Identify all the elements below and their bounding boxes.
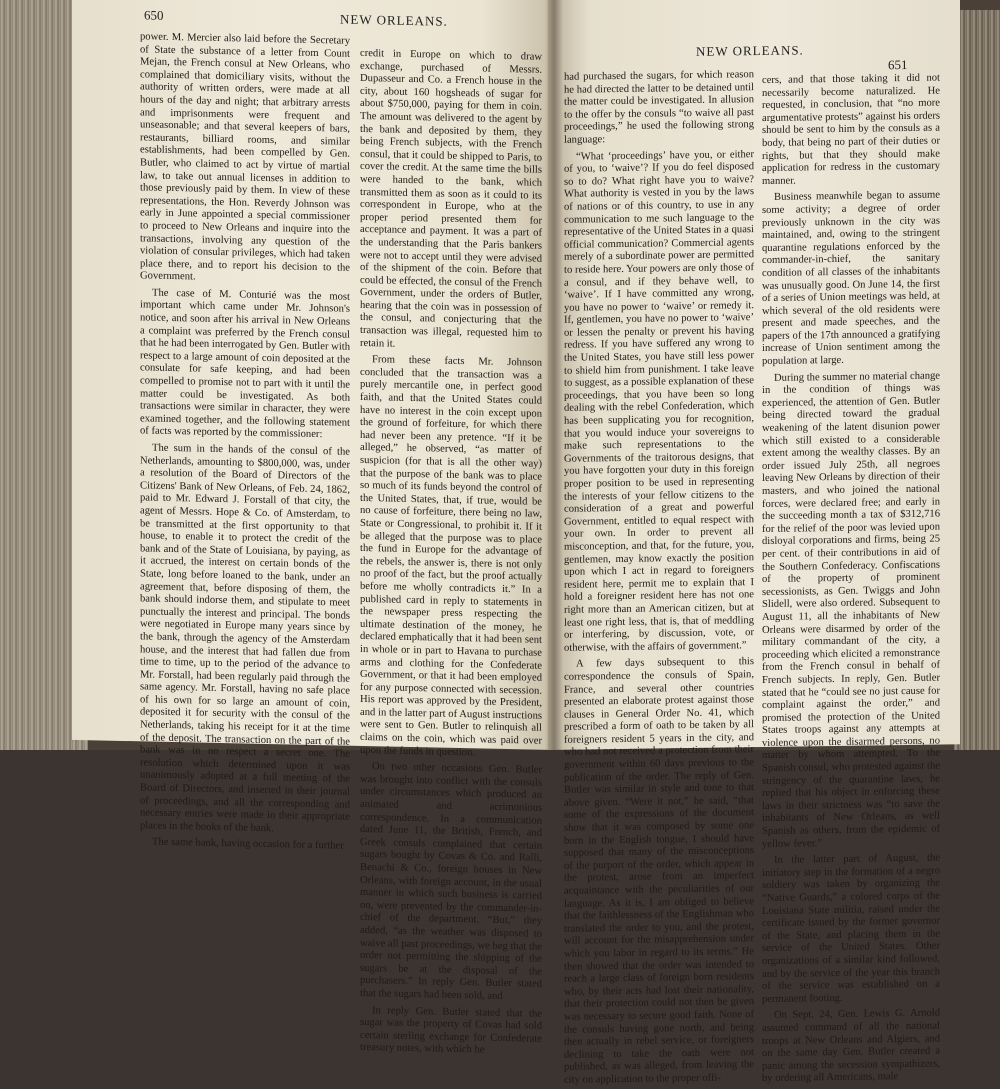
running-head-right: NEW ORLEANS. (696, 42, 804, 59)
left-page-column-2 (360, 47, 542, 1056)
paragraph: cers, and that those taking it did not necessarily become naturalized. He requested, in conclusion, that “no more argumentative protests” against his orders should be sent to him by the consuls as a body, that being no part of their duties or rights, but that they should make application for redress in the customary manner. (762, 72, 940, 187)
right-page-column-2 (762, 72, 940, 1085)
right-page-edges (954, 10, 1000, 750)
paragraph: credit in Europe on which to draw exchange, purchased of Messrs. Dupasseur and Co. a French house in the city, about 160 hogsheads of sugar for about $750,000, paying for them in coin. The amount was delivered to the agent by the bank and deposited by them, they being French subjects, with the French consul, that it could be shipped to Paris, to cover the credit. At the same time the bills were handed to the bank, which transmitted them as soon as it could to its correspondent in Europe, who at the proper period presented them for acceptance and payment. It was a part of the understanding that the Paris bankers were not to accept until they were advised of the shipment of the coin. Before that could be effected, the consul of the French Government, under the orders of Butler, hearing that the coin was in possession of the consul, and conjecturing that the transaction was illegal, requested him to retain it. (360, 47, 542, 350)
paragraph: The same bank, having occasion for a further (152, 836, 344, 853)
paragraph: From these facts Mr. Johnson concluded that the transaction was a purely mercantile one, in perfect good faith, and that the United States could have no interest in the coin except upon the ground of forfeiture, for which there had never been any pretence. “If it be alleged,” he observed, “as matter of suspicion (for that is all the other way) that the purpose of the bank was to place so much of its funds beyond the control of the United States, that, if true, would be no cause of forfeiture, there being no law, State or Congressional, to prohibit it. If it be alleged that the purpose was to place the fund in Europe for the advantage of the rebels, the answer is, there is not only no proof of the fact, but the proof actually before me wholly contradicts it.” In a published card in reply to statements in the newspaper press respecting the ultimate destination of the money, he declared emphatically that it had been sent in whole or in part to Havana to purchase arms and clothing for the Confederate Government, or that it had been employed for any purpose connected with secession. His report was approved by the President, and in the latter part of August instructions were sent to Gen. Butler to relinquish all claims on the coin, which was paid over upon the funds in question. (360, 354, 542, 759)
paragraph: had purchased the sugars, for which reason he had directed the latter to be detained until the matter could be investigated. In allusion to the offer by the consuls “to waive all past proceedings,” he used the following strong language: (564, 69, 754, 146)
paragraph: The sum in the hands of the consul of the Netherlands, amounting to $800,000, was, under a resolution of the Board of Directors of the Citizens' Bank of New Orleans, of Feb. 24, 1862, paid to Mr. Edward J. Forstall of that city, the agent of Messrs. Hope & Co. of Amsterdam, to be transmitted at the first opportunity to that house, to enable it to protect the credit of the bank and of the State of Louisiana, by paying, as it accrued, the interest on certain bonds of the State, long before loaned to the bank, under an agreement that, before disposing of them, the bank should indorse them, and stipulate to meet punctually the interest and principal. The bonds were negotiated in Europe many years since by the bank, through the agency of the Amsterdam house, and the interest that had fallen due from time to time, up to the period of the advance to Mr. Forstall, had been regularly paid through the same agency. Mr. Forstall, having no safe place of his own for so large an amount of coin, deposited it for security with the consul of the Netherlands, taking his receipt for it at the time of the deposit. The transaction on the part of the bank was in no respect a secret one. The resolution which determined upon it was unanimously adopted at a full meeting of the Board of Directors, and inserted in their journal of proceedings, and all the corresponding and necessary entries were made in their appropriate places in the books of the bank. (140, 442, 350, 834)
paragraph: In reply Gen. Butler stated that the sugar was the property of Covas had sold certain sterling exchange for Confederate treasury notes, with which he (360, 1004, 542, 1056)
paragraph: During the summer no material change in the condition of things was experienced, the attention of Gen. Butler being directed toward the gradual weakening of the latent disunion power which still existed to a considerable extent among the wealthy classes. By an order issued July 25th, all negroes leaving New Orleans by direction of their masters, and who joined the national forces, were declared free; and early in the succeeding month a tax of $312,716 for the relief of the poor was levied upon disloyal corporations and firms, being 25 per cent. of their contributions in aid of the Southern Confederacy. Confiscations of the property of prominent secessionists, as Gen. Twiggs and John Slidell, were also ordered. Subsequent to August 11, all the inhabitants of New Orleans were disarmed by order of the military commandant of the city, a proceeding which elicited a remonstrance from the French consul in behalf of French subjects. In reply, Gen. Butler stated that he “could see no just cause for complaint against the order,” and promised the protection of the United States troops against any attempts at violence upon the disarmed persons, no matter by whom attempted. To the Spanish consul, who protested against the stringency of the quarantine laws, he replied that his object in enforcing these laws in their strictness was “to save the inhabitants of New Orleans, as well Spanish as others, from the epidemic of yellow fever.” (762, 370, 940, 850)
paragraph: In the latter part of August, the initiatory step in the formation of a negro soldiery was taken by organizing the “Native Guards,” a colored corps of the Louisiana State militia, raised under the certificate issued by the former governor of the State, and placing them in the service of the United States. Other organizations of a similar kind followed, and by the service of the year this branch of the service was established on a permanent footing. (762, 852, 940, 1005)
paragraph: The case of M. Conturié was the most important which came under Mr. Johnson's notice, and soon after his arrival in New Orleans a complaint was preferred by the French consul that he had been interrogated by Gen. Butler with respect to a large amount of coin deposited at the consulate for safe keeping, and had been compelled to promise not to part with it until the matter could be investigated. As both transactions were similar in character, they were examined together, and the following statement of facts was reported by the commissioner: (140, 287, 350, 441)
right-page (548, 0, 960, 1086)
paragraph: “What ‘proceedings’ have you, or either of you, to ‘waive’? If you do feel disposed so to do? What right have you to waive? What authority is vested in you by the laws of nations or of this country, to use in any communication to me such language to the representative of the United States in a quasi official communication? Commercial agents merely of a subordinate power are permitted to reside here. Your powers are only those of a consul, and if they behave well, to ‘waive’. If I have committed any wrong, you have no power to ‘waive’ or remedy it. If, gentlemen, you have no power to ‘waive’ or lessen the penalty or prevent his having redress. If you have suffered any wrong to the United States, you have still less power to shield him from punishment. I take leave to suggest, as a possible explanation of these proceedings, that you have been so long dealing with the rebel Confederation, which has been supplicating you for recognition, that you would induce your sovereigns to make such representations to the Governments of the traitorous designs, that you have forgotten your duty in this foreign proper position to be used in representing the interests of your fellow citizens to the consideration of a great and powerful Government, entitled to equal respect with your own. In order to prevent all misconception, and that, for the future, you, gentlemen, may know exactly the position upon which I act in regard to foreigners resident here, permit me to explain that I hold a foreigner resident here has not one right more than an American citizen, but at least one right less, that is, that of meddling or interfering, by discussion, vote, or otherwise, with the affairs of government.” (564, 148, 754, 654)
left-page (72, 0, 554, 1056)
paragraph: On two other occasions Gen. Butler was brought into conflict with the consuls under circumstances which produced an animated and acrimonious correspondence. In a communication dated June 11, the British, French, and Greek consuls complained that certain sugars bought by Covas & Co. and Ralli, Benachi & Co., foreign houses in New Orleans, with foreign account, in the usual manner in which such business is carried on, were prevented by the commander-in-chief of the department. “But,” they added, “as the weather was disposed to waive all past proceedings, we beg that the order not permitting the shipping of the sugars be at the disposal of the purchasers.” In reply Gen. Butler stated that the sugars had been sold, and (360, 761, 542, 1002)
running-head-left: NEW ORLEANS. (340, 11, 448, 29)
paragraph: power. M. Mercier also laid before the Secretary of State the substance of a letter from Count Mejan, the French consul at New Orleans, who complained that domiciliary visits, without the authority of written orders, were made at all hours of the day and night; that arbitrary arrests and imprisonments were frequent and unseasonable; and that several keepers of bars, restaurants, billiard rooms, and similar establishments, had been compelled by Gen. Butler, who claimed to act by virtue of martial law, to take out annual licenses in addition to those previously paid by them. In view of these representations, the Hon. Reverdy Johnson was early in June appointed a special commissioner to proceed to New Orleans and inquire into the transactions, involving any question of the violation of consular privileges, which had taken place there, and to report his decision to the Government. (140, 31, 350, 283)
left-page-column-1 (140, 31, 350, 853)
paragraph: On Sept. 24, Gen. Lewis G. Arnold assumed command of all the national troops at New Orleans and Algiers, and on the same day Gen. Butler created a panic among the secession sympathizers, by ordering all Americans, male (762, 1007, 940, 1085)
page-number-left: 650 (144, 7, 164, 23)
book-gutter-shadow (545, 0, 563, 750)
paragraph: Business meanwhile began to assume some activity; a degree of order previously unknown in the city was maintained, and, owing to the stringent quarantine regulations enforced by the commander-in-chief, the sanitary condition of all classes of the inhabitants was unusually good. On June 14, the first of a series of Union meetings was held, at which several of the old residents were present and made speeches, and the papers of the 17th announced a gratifying increase of Union sentiment among the population at large. (762, 189, 940, 368)
right-page-column-1 (564, 69, 754, 1086)
page-number-right: 651 (888, 56, 908, 73)
paragraph: A few days subsequent to this correspondence the consuls of Spain, France, and several other countries presented an elaborate protest against those clauses in General Order No. 41, which prescribed a form of oath to be taken by all foreigners resident 5 years in the city, and who had not received a protection from their government within 60 days previous to the publication of the order. The reply of Gen. Butler was similar in style and tone to that above given. “Were it not,” he said, “that some of the expressions of the document show that it was composed by some one born in the English tongue, I should have supposed that many of the misconceptions of the purport of the order, which appear in the protest, arose from an imperfect acquaintance with the peculiarities of our language. As it is, I am obliged to believe that the faithlessness of the Englishman who translated the order to you, and the protest, will account for the misapprehension under which you labor in regard to its terms.” He then showed that the order was intended to reach a large class of foreign born residents who, by their acts had lost their nationality, that their protection could not then be given was necessary to secure good faith. None of the consuls having gone north, and being then actually in rebel service, or foreigners declining to take the oath were not published, as was alleged, from leaving the city on application to the proper offi- (564, 656, 754, 1086)
